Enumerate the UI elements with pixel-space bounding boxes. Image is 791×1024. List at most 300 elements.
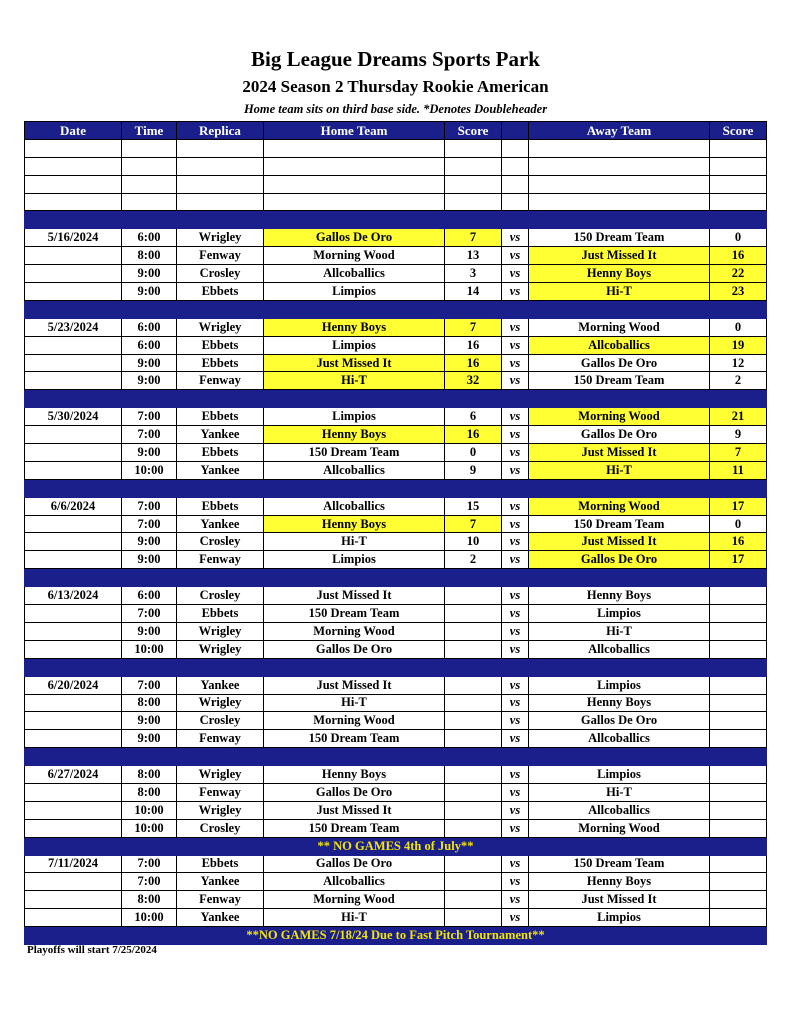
replica-cell: Crosley	[177, 712, 264, 730]
table-row	[25, 336, 767, 354]
home-team-cell: Allcoballics	[264, 265, 445, 283]
home-score-cell	[445, 605, 502, 623]
replica-cell: Ebbets	[177, 283, 264, 301]
home-team-cell: Gallos De Oro	[264, 640, 445, 658]
home-team-cell: 150 Dream Team	[264, 444, 445, 462]
replica-cell: Wrigley	[177, 766, 264, 784]
away-score-cell	[710, 712, 767, 730]
vs-cell: vs	[502, 444, 529, 462]
vs-cell: vs	[502, 801, 529, 819]
away-team-cell: Allcoballics	[529, 730, 710, 748]
empty-cell	[177, 193, 264, 211]
away-team-cell: Limpios	[529, 676, 710, 694]
table-row	[25, 694, 767, 712]
away-team-cell: Hi-T	[529, 461, 710, 479]
home-score-cell: 15	[445, 497, 502, 515]
empty-cell	[529, 157, 710, 175]
home-score-cell	[445, 873, 502, 891]
date-cell	[25, 461, 122, 479]
home-team-cell: Limpios	[264, 283, 445, 301]
replica-cell: Ebbets	[177, 354, 264, 372]
home-score-cell: 32	[445, 372, 502, 390]
time-cell: 8:00	[122, 247, 177, 265]
replica-cell: Crosley	[177, 533, 264, 551]
separator-cell	[529, 658, 710, 676]
date-cell: 6/13/2024	[25, 587, 122, 605]
away-score-cell	[710, 891, 767, 909]
date-cell: 5/23/2024	[25, 318, 122, 336]
time-cell: 10:00	[122, 640, 177, 658]
home-team-cell: Allcoballics	[264, 497, 445, 515]
away-score-cell: 7	[710, 444, 767, 462]
separator-cell	[529, 390, 710, 408]
empty-cell	[122, 175, 177, 193]
replica-cell: Fenway	[177, 891, 264, 909]
page-title: Big League Dreams Sports Park	[251, 47, 540, 71]
home-score-cell	[445, 819, 502, 837]
col-header-away-score: Score	[710, 122, 767, 140]
home-team-cell: Henny Boys	[264, 426, 445, 444]
empty-cell	[264, 193, 445, 211]
empty-cell	[710, 193, 767, 211]
date-cell: 6/20/2024	[25, 676, 122, 694]
replica-cell: Ebbets	[177, 336, 264, 354]
away-score-cell	[710, 730, 767, 748]
away-team-cell: 150 Dream Team	[529, 372, 710, 390]
notice-row	[25, 837, 767, 855]
vs-cell: vs	[502, 605, 529, 623]
week-separator-row	[25, 658, 767, 676]
away-score-cell	[710, 587, 767, 605]
away-team-cell: Limpios	[529, 766, 710, 784]
separator-cell	[445, 211, 502, 229]
table-row	[25, 712, 767, 730]
empty-cell	[445, 139, 502, 157]
away-score-cell	[710, 873, 767, 891]
home-team-cell: Gallos De Oro	[264, 855, 445, 873]
home-team-cell: Morning Wood	[264, 622, 445, 640]
time-cell: 10:00	[122, 819, 177, 837]
col-header-away-team: Away Team	[529, 122, 710, 140]
table-row	[25, 515, 767, 533]
away-score-cell	[710, 605, 767, 623]
away-team-cell: 150 Dream Team	[529, 855, 710, 873]
time-cell: 9:00	[122, 444, 177, 462]
home-team-cell: Hi-T	[264, 694, 445, 712]
replica-cell: Fenway	[177, 247, 264, 265]
home-team-cell: Allcoballics	[264, 461, 445, 479]
separator-cell	[529, 479, 710, 497]
away-score-cell	[710, 766, 767, 784]
date-cell	[25, 783, 122, 801]
home-team-cell: Morning Wood	[264, 891, 445, 909]
replica-cell: Fenway	[177, 783, 264, 801]
date-cell	[25, 372, 122, 390]
separator-cell	[264, 569, 445, 587]
away-team-cell: Allcoballics	[529, 336, 710, 354]
table-row	[25, 461, 767, 479]
home-score-cell: 7	[445, 318, 502, 336]
time-cell: 10:00	[122, 801, 177, 819]
away-score-cell: 12	[710, 354, 767, 372]
away-team-cell: 150 Dream Team	[529, 229, 710, 247]
time-cell: 7:00	[122, 408, 177, 426]
away-score-cell: 17	[710, 551, 767, 569]
table-row	[25, 318, 767, 336]
replica-cell: Ebbets	[177, 497, 264, 515]
home-team-cell: Henny Boys	[264, 766, 445, 784]
date-cell	[25, 444, 122, 462]
away-score-cell: 16	[710, 247, 767, 265]
date-cell	[25, 801, 122, 819]
away-team-cell: Gallos De Oro	[529, 426, 710, 444]
home-score-cell: 9	[445, 461, 502, 479]
vs-cell: vs	[502, 891, 529, 909]
replica-cell: Fenway	[177, 730, 264, 748]
vs-cell: vs	[502, 694, 529, 712]
time-cell: 7:00	[122, 605, 177, 623]
date-cell	[25, 551, 122, 569]
home-score-cell: 16	[445, 336, 502, 354]
table-row	[25, 247, 767, 265]
empty-cell	[264, 157, 445, 175]
separator-cell	[122, 658, 177, 676]
away-score-cell	[710, 819, 767, 837]
empty-cell	[529, 193, 710, 211]
separator-cell	[122, 748, 177, 766]
away-team-cell: 150 Dream Team	[529, 515, 710, 533]
empty-cell	[710, 139, 767, 157]
week-separator-row	[25, 211, 767, 229]
replica-cell: Crosley	[177, 819, 264, 837]
away-score-cell	[710, 622, 767, 640]
time-cell: 9:00	[122, 551, 177, 569]
vs-cell: vs	[502, 372, 529, 390]
separator-cell	[177, 748, 264, 766]
time-cell: 7:00	[122, 855, 177, 873]
header-note: Home team sits on third base side. *Denotes Doubleheader	[243, 102, 548, 116]
date-cell	[25, 533, 122, 551]
vs-cell: vs	[502, 640, 529, 658]
vs-cell: vs	[502, 318, 529, 336]
away-team-cell: Hi-T	[529, 283, 710, 301]
time-cell: 9:00	[122, 712, 177, 730]
away-team-cell: Limpios	[529, 909, 710, 927]
separator-cell	[529, 211, 710, 229]
away-score-cell: 9	[710, 426, 767, 444]
replica-cell: Wrigley	[177, 622, 264, 640]
date-cell	[25, 909, 122, 927]
away-score-cell: 19	[710, 336, 767, 354]
empty-cell	[177, 157, 264, 175]
home-score-cell: 7	[445, 515, 502, 533]
empty-cell	[502, 175, 529, 193]
separator-cell	[264, 300, 445, 318]
vs-cell: vs	[502, 426, 529, 444]
vs-cell: vs	[502, 551, 529, 569]
home-score-cell: 16	[445, 426, 502, 444]
table-row	[25, 873, 767, 891]
replica-cell: Yankee	[177, 426, 264, 444]
vs-cell: vs	[502, 497, 529, 515]
away-team-cell: Henny Boys	[529, 873, 710, 891]
away-score-cell: 0	[710, 229, 767, 247]
empty-cell	[25, 157, 122, 175]
date-cell	[25, 622, 122, 640]
home-score-cell	[445, 676, 502, 694]
separator-cell	[177, 479, 264, 497]
away-score-cell: 2	[710, 372, 767, 390]
date-cell	[25, 891, 122, 909]
notice-text: ** NO GAMES 4th of July**	[25, 837, 767, 855]
home-score-cell	[445, 801, 502, 819]
away-team-cell: Gallos De Oro	[529, 712, 710, 730]
date-cell	[25, 336, 122, 354]
replica-cell: Ebbets	[177, 408, 264, 426]
separator-cell	[445, 300, 502, 318]
home-score-cell	[445, 730, 502, 748]
replica-cell: Crosley	[177, 587, 264, 605]
separator-cell	[529, 748, 710, 766]
date-cell	[25, 247, 122, 265]
table-row	[25, 855, 767, 873]
col-header-date: Date	[25, 122, 122, 140]
separator-cell	[25, 479, 122, 497]
separator-cell	[177, 569, 264, 587]
time-cell: 7:00	[122, 497, 177, 515]
vs-cell: vs	[502, 265, 529, 283]
vs-cell: vs	[502, 515, 529, 533]
away-score-cell	[710, 801, 767, 819]
table-row	[25, 372, 767, 390]
empty-cell	[529, 139, 710, 157]
away-score-cell	[710, 855, 767, 873]
date-cell	[25, 873, 122, 891]
home-score-cell	[445, 766, 502, 784]
table-row	[25, 891, 767, 909]
separator-cell	[445, 748, 502, 766]
date-cell	[25, 819, 122, 837]
away-team-cell: Just Missed It	[529, 444, 710, 462]
away-team-cell: Morning Wood	[529, 819, 710, 837]
home-score-cell	[445, 712, 502, 730]
time-cell: 6:00	[122, 318, 177, 336]
date-cell	[25, 265, 122, 283]
time-cell: 8:00	[122, 783, 177, 801]
home-score-cell: 7	[445, 229, 502, 247]
vs-cell: vs	[502, 855, 529, 873]
away-score-cell: 23	[710, 283, 767, 301]
table-row	[25, 783, 767, 801]
blank-row	[25, 157, 767, 175]
time-cell: 8:00	[122, 891, 177, 909]
separator-cell	[502, 748, 529, 766]
separator-cell	[710, 748, 767, 766]
replica-cell: Yankee	[177, 873, 264, 891]
vs-cell: vs	[502, 336, 529, 354]
replica-cell: Fenway	[177, 551, 264, 569]
vs-cell: vs	[502, 730, 529, 748]
home-score-cell	[445, 587, 502, 605]
date-cell: 6/6/2024	[25, 497, 122, 515]
date-cell	[25, 283, 122, 301]
home-team-cell: Just Missed It	[264, 587, 445, 605]
home-team-cell: Hi-T	[264, 909, 445, 927]
empty-cell	[445, 157, 502, 175]
replica-cell: Ebbets	[177, 605, 264, 623]
table-row	[25, 730, 767, 748]
home-team-cell: Henny Boys	[264, 318, 445, 336]
home-score-cell	[445, 909, 502, 927]
table-row	[25, 444, 767, 462]
replica-cell: Wrigley	[177, 694, 264, 712]
separator-cell	[710, 569, 767, 587]
away-team-cell: Limpios	[529, 605, 710, 623]
separator-cell	[264, 211, 445, 229]
home-team-cell: Just Missed It	[264, 354, 445, 372]
home-team-cell: 150 Dream Team	[264, 730, 445, 748]
table-row	[25, 605, 767, 623]
table-row	[25, 551, 767, 569]
separator-cell	[264, 748, 445, 766]
table-row	[25, 533, 767, 551]
time-cell: 9:00	[122, 730, 177, 748]
date-cell	[25, 694, 122, 712]
empty-cell	[264, 139, 445, 157]
replica-cell: Ebbets	[177, 855, 264, 873]
table-row	[25, 909, 767, 927]
home-score-cell: 3	[445, 265, 502, 283]
home-team-cell: Hi-T	[264, 533, 445, 551]
date-cell	[25, 515, 122, 533]
separator-cell	[502, 211, 529, 229]
table-row	[25, 801, 767, 819]
home-score-cell	[445, 855, 502, 873]
empty-cell	[264, 175, 445, 193]
time-cell: 10:00	[122, 909, 177, 927]
replica-cell: Yankee	[177, 461, 264, 479]
table-row	[25, 676, 767, 694]
home-score-cell: 16	[445, 354, 502, 372]
separator-cell	[25, 211, 122, 229]
week-separator-row	[25, 748, 767, 766]
separator-cell	[445, 479, 502, 497]
home-score-cell	[445, 622, 502, 640]
time-cell: 6:00	[122, 229, 177, 247]
schedule-body	[25, 139, 767, 944]
date-cell	[25, 712, 122, 730]
away-team-cell: Henny Boys	[529, 694, 710, 712]
week-separator-row	[25, 390, 767, 408]
separator-cell	[25, 390, 122, 408]
vs-cell: vs	[502, 533, 529, 551]
time-cell: 7:00	[122, 676, 177, 694]
home-team-cell: 150 Dream Team	[264, 819, 445, 837]
date-cell	[25, 426, 122, 444]
vs-cell: vs	[502, 622, 529, 640]
date-cell	[25, 730, 122, 748]
separator-cell	[25, 748, 122, 766]
replica-cell: Wrigley	[177, 640, 264, 658]
vs-cell: vs	[502, 766, 529, 784]
home-score-cell	[445, 783, 502, 801]
vs-cell: vs	[502, 873, 529, 891]
separator-cell	[177, 658, 264, 676]
time-cell: 6:00	[122, 587, 177, 605]
separator-cell	[177, 300, 264, 318]
vs-cell: vs	[502, 783, 529, 801]
separator-cell	[25, 658, 122, 676]
away-team-cell: Morning Wood	[529, 497, 710, 515]
time-cell: 8:00	[122, 694, 177, 712]
replica-cell: Ebbets	[177, 444, 264, 462]
away-team-cell: Henny Boys	[529, 265, 710, 283]
vs-cell: vs	[502, 712, 529, 730]
away-score-cell	[710, 783, 767, 801]
separator-cell	[710, 390, 767, 408]
blank-row	[25, 175, 767, 193]
blank-row	[25, 139, 767, 157]
schedule-table	[24, 121, 767, 945]
separator-cell	[122, 569, 177, 587]
empty-cell	[502, 157, 529, 175]
week-separator-row	[25, 300, 767, 318]
date-cell	[25, 640, 122, 658]
replica-cell: Crosley	[177, 265, 264, 283]
home-team-cell: Henny Boys	[264, 515, 445, 533]
separator-cell	[264, 658, 445, 676]
empty-cell	[25, 193, 122, 211]
empty-cell	[25, 139, 122, 157]
home-team-cell: Allcoballics	[264, 873, 445, 891]
table-row	[25, 819, 767, 837]
time-cell: 9:00	[122, 265, 177, 283]
empty-cell	[502, 193, 529, 211]
away-score-cell	[710, 640, 767, 658]
away-score-cell: 0	[710, 318, 767, 336]
date-cell: 6/27/2024	[25, 766, 122, 784]
empty-cell	[177, 139, 264, 157]
home-team-cell: Morning Wood	[264, 247, 445, 265]
away-team-cell: Henny Boys	[529, 587, 710, 605]
week-separator-row	[25, 479, 767, 497]
separator-cell	[122, 211, 177, 229]
date-cell: 7/11/2024	[25, 855, 122, 873]
away-team-cell: Hi-T	[529, 622, 710, 640]
notice-row	[25, 927, 767, 945]
away-score-cell: 22	[710, 265, 767, 283]
separator-cell	[264, 390, 445, 408]
vs-cell: vs	[502, 909, 529, 927]
empty-cell	[710, 175, 767, 193]
separator-cell	[502, 569, 529, 587]
separator-cell	[502, 390, 529, 408]
replica-cell: Yankee	[177, 909, 264, 927]
date-cell: 5/16/2024	[25, 229, 122, 247]
home-score-cell	[445, 694, 502, 712]
home-team-cell: Limpios	[264, 551, 445, 569]
home-team-cell: Gallos De Oro	[264, 783, 445, 801]
separator-cell	[445, 390, 502, 408]
separator-cell	[177, 211, 264, 229]
empty-cell	[122, 157, 177, 175]
separator-cell	[502, 300, 529, 318]
separator-cell	[445, 569, 502, 587]
time-cell: 7:00	[122, 873, 177, 891]
time-cell: 9:00	[122, 372, 177, 390]
table-row	[25, 622, 767, 640]
separator-cell	[502, 479, 529, 497]
